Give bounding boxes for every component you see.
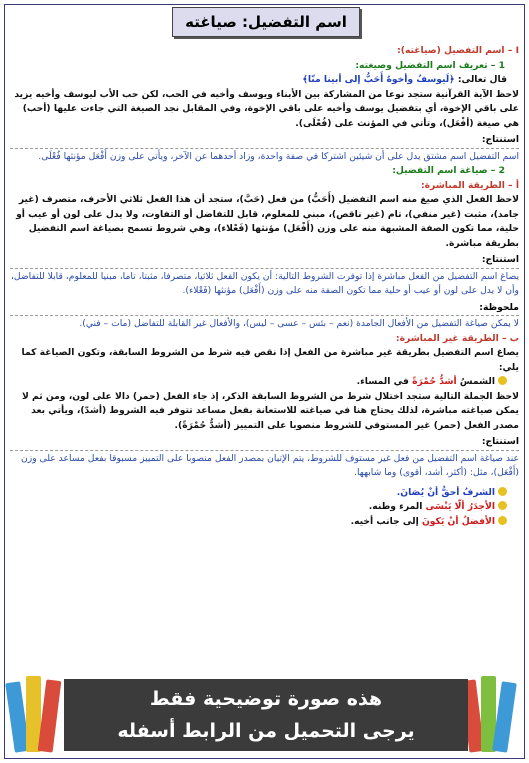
conclusion-3: عند صياغة اسم التفضيل من فعل غير مستوف للشروط، يتم الإتيان بمصدر الفعل منصوبا على التمييز مسبوقا بفعل مساعد على وزن (أَفْعَل)، مثل: (أكثر، أشد، أقوى) وما شابهها. (21, 452, 519, 478)
paragraph-1: لاحظ الآية القرآنية ستجد نوعا من المشاركة بين الأبناء ويوسف وأخيه في الحب، لكن حب الأب ليوسف وأخيه يزيد على باقي الإخوة، أي بتفضيل يوسف وأخيه على باقي الإخوة، وفي المقابل نجد الصيغة التي جاءت عليها (أحب) هي صيغة (أفْعَل)، وتأتي في المؤنث على (فُعْلَى). (14, 88, 519, 129)
books-icon (463, 672, 521, 752)
books-icon (8, 672, 66, 752)
bullet-icon (498, 516, 507, 525)
bullet-icon (498, 376, 507, 385)
bullet-icon (498, 487, 507, 496)
paragraph-2: لاحظ الفعل الذي صيغ منه اسم التفضيل (أَحَبُّ) من فعل (حَبَّ)، ستجد أن هذا الفعل ثلاثي الأحرف، متصرف (غير جامد)، مثبت (غير منفي)، تام (غير ناقص)، مبني للمعلوم، قابل للتفاضل أو التفاوت، ولا يدل على لون أو عيب أو حلية، مما تكون الصفة المشبهة منه على وزن (أَفْعَل) مؤنثها (فَعْلاء)، وهي شروط تسمح بصياغة اسم التفضيل بطريقة مباشرة. (16, 194, 519, 249)
note-text: لا يمكن صياغة التفضيل من الأفعال الجامدة (نعم – بئس – عسى – ليس)، والأفعال غير القابلة للتفاضل (مات – فني). (79, 318, 519, 329)
method-direct-heading: أ – الطريقة المباشرة: (420, 179, 519, 191)
method-indirect-heading: ب – الطريقة غير المباشرة: (395, 332, 519, 344)
section-heading: I – اسم التفضيل (صياغته): (397, 45, 519, 56)
conclusion-1: اسم التفضيل اسم مشتق يدل على أن شيئين اشتركا في صفة واحدة، وزاد أحدهما عن الآخر، ويأتي على وزن أَفْعَل مؤنثها فُعْلَى. (38, 150, 519, 162)
paragraph-4: لاحظ الجملة التالية ستجد اختلال شرط من الشروط السابقة الذكر، إذ جاء الفعل (حمر) دالا على لون، ومن ثم لا يمكن صياغته مباشرة، لذلك يحتاج هنا في صياغته للاستعانة بفعل مساعد تتوفر فيه الشروط (أشدّ)، ويأتي بعد مصدر الفعل (حمر) غير المستوفي للشروط منصوبا على التمييز (أشدُّ حُمْرَةً). (21, 390, 519, 431)
paragraph-3: يصاغ اسم التفضيل بطريقة غير مباشرة من الفعل إذا نقص فيه شرط من الشروط السابقة، وتكون الصياغة كما يلي: (21, 347, 519, 373)
verse-intro: قال تعالى: (454, 74, 507, 85)
subheading-definition: 1 – تعريف اسم التفضيل وصيغته: (355, 59, 505, 71)
bullet-icon (498, 501, 507, 510)
conclusion-label-1: استنتاج: (10, 133, 519, 149)
download-banner[interactable] (64, 679, 468, 751)
example-item: الشرفُ أحقُّ أنْ يُصَانَ. (10, 486, 519, 501)
conclusion-2: يصاغ اسم التفضيل من الفعل مباشرة إذا توفرت الشروط التالية: أن يكون الفعل ثلاثيا، متصرفا، مثبتا، تاما، مبنيا للمعلوم، قابلا للتفاضل، وأن لا يدل على لون أو عيب أو حلية مما تكون الصفة منه على وزن (أَفْعَل) مؤنثها (فَعْلاء). (10, 270, 519, 296)
lesson-content (10, 44, 519, 529)
verse-line (10, 73, 519, 88)
note-label: ملحوظة: (10, 301, 519, 317)
example-highlight: أشدُّ حُمْرَةً (412, 376, 457, 387)
banner-line-1: هذه صورة توضيحية فقط (149, 688, 383, 710)
conclusion-label-2: استنتاج: (10, 253, 519, 269)
example-item: الأفضلُ أنْ يَكونَ إلى جانب أخيه. (10, 515, 519, 530)
subheading-formation: 2 – صياغة اسم التفضيل: (392, 165, 505, 176)
example-item: الأجدَرُ ألّا يَنْسَى المرء وطنه. (10, 500, 519, 515)
verse-text: ﴿لَيوسفُ وأخوهُ أَحَبُّ إلى أبينا منّا﴾ (302, 74, 455, 85)
page-title: اسم التفضيل: صياغته (172, 7, 360, 37)
banner-line-2: يرجى التحميل من الرابط أسفله (117, 720, 415, 742)
conclusion-label-3: استنتاج: (10, 435, 519, 451)
example-sentence: الشمسُ أشدُّ حُمْرَةً في المساء. (10, 375, 519, 390)
